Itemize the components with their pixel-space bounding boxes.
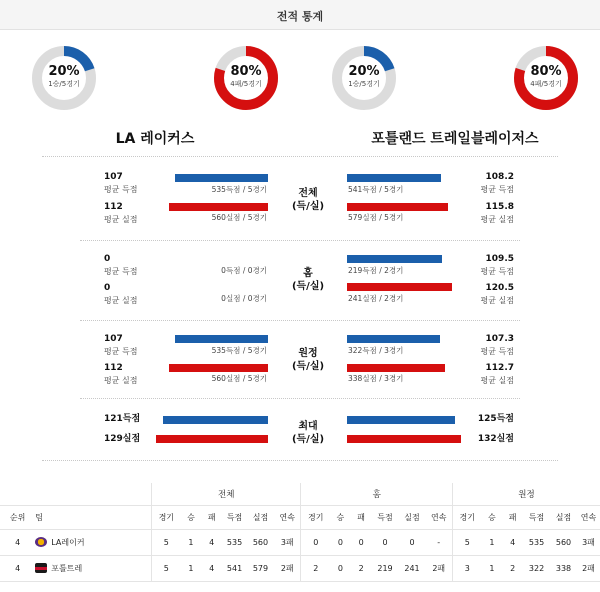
col-header: 승 (181, 505, 202, 529)
left-for-bar (175, 335, 268, 343)
rank-cell: 4 (0, 529, 35, 555)
left-for-label: 평균 득점 (104, 267, 138, 276)
table-cell: 541 (222, 555, 247, 581)
left-against-avg: 112 (104, 202, 123, 212)
category-sub: (득/실) (291, 201, 325, 212)
team-cell-name: LA레이커 (51, 537, 85, 547)
team-cell-name: 포틀트레 (51, 563, 83, 573)
divider (80, 398, 520, 399)
left-for-bar (175, 174, 268, 182)
table-cell: 2 (351, 555, 372, 581)
col-header: 실점 (399, 505, 426, 529)
table-cell: 241 (399, 555, 426, 581)
right-for-avg: 109.5 (485, 254, 514, 264)
table-cell: 4 (502, 529, 523, 555)
col-header: 실점 (550, 505, 577, 529)
col-header: 승 (330, 505, 351, 529)
col-header: 실점 (247, 505, 274, 529)
left-win-donut (31, 45, 97, 111)
donut-record: 4패/5경기 (530, 80, 562, 88)
right-against-total: 579실점 / 5경기 (348, 213, 404, 222)
blazers-logo-icon (35, 563, 47, 573)
donut-percent: 80% (230, 64, 262, 79)
lakers-logo-icon (35, 537, 47, 547)
table-cell: 338 (550, 555, 577, 581)
right-max-for-bar (347, 416, 455, 424)
left-against-bar (169, 364, 268, 372)
table-cell: 0 (399, 529, 426, 555)
table-cell: 0 (330, 555, 351, 581)
left-for-avg: 107 (104, 172, 123, 182)
left-max-against: 129실점 (104, 434, 141, 444)
right-against-total: 338실점 / 3경기 (348, 374, 404, 383)
col-header: 패 (201, 505, 222, 529)
category-sub: (득/실) (291, 434, 325, 445)
table-cell: 1 (181, 555, 202, 581)
standings-table (0, 483, 600, 582)
divider (42, 460, 558, 461)
table-cell: - (426, 529, 453, 555)
table-cell: 1 (482, 555, 503, 581)
group-home: 홈 (301, 483, 453, 505)
group-away: 원정 (452, 483, 600, 505)
table-cell: 579 (247, 555, 274, 581)
category-label: 홈 (303, 268, 313, 279)
left-against-label: 평균 실점 (104, 376, 138, 385)
team-cell[interactable] (35, 555, 151, 581)
col-header: 연속 (426, 505, 453, 529)
right-team-name: 포틀랜드 트레일블레이저스 (371, 131, 539, 147)
left-max-for: 121득점 (104, 414, 141, 424)
column-header-row (0, 505, 600, 529)
col-header: 순위 (0, 505, 35, 529)
table-row (0, 529, 600, 555)
right-against-avg: 120.5 (485, 283, 514, 293)
right-against-bar (347, 203, 448, 211)
donut-percent: 20% (348, 64, 380, 79)
left-for-label: 평균 득점 (104, 185, 138, 194)
right-for-bar (347, 255, 442, 263)
donut-percent: 80% (530, 64, 562, 79)
col-header: 승 (482, 505, 503, 529)
right-for-total: 322득점 / 3경기 (348, 346, 404, 355)
right-for-label: 평균 득점 (480, 347, 514, 356)
left-against-total: 560실점 / 5경기 (211, 213, 267, 222)
left-against-total: 0실점 / 0경기 (221, 294, 267, 303)
table-cell: 2패 (426, 555, 453, 581)
right-max-for: 125득점 (477, 414, 514, 424)
divider (80, 240, 520, 241)
category-label: 전체 (298, 188, 318, 199)
page-title: 전적 통계 (276, 10, 324, 23)
table-cell: 5 (452, 529, 481, 555)
table-cell: 0 (372, 529, 399, 555)
table-cell: 560 (247, 529, 274, 555)
left-max-for-bar (163, 416, 268, 424)
col-header: 경기 (152, 505, 181, 529)
group-header-row (0, 483, 600, 505)
col-header: 득점 (222, 505, 247, 529)
left-for-avg: 107 (104, 334, 123, 344)
right-max-against: 132실점 (477, 434, 514, 444)
left-for-total: 535득점 / 5경기 (211, 346, 267, 355)
right-loss-donut (513, 45, 579, 111)
left-against-total: 560실점 / 5경기 (211, 374, 267, 383)
left-against-avg: 0 (104, 283, 111, 293)
col-header: 팀 (35, 505, 151, 529)
table-cell: 2패 (274, 555, 301, 581)
donut-record: 1승/5경기 (48, 80, 80, 88)
table-row (0, 555, 600, 581)
right-max-against-bar (347, 435, 461, 443)
group-total: 전체 (152, 483, 301, 505)
left-for-total: 535득점 / 5경기 (211, 185, 267, 194)
category-label: 원정 (298, 348, 318, 359)
table-cell: 2 (502, 555, 523, 581)
table-cell: 4 (201, 529, 222, 555)
table-cell: 535 (222, 529, 247, 555)
table-cell: 3패 (274, 529, 301, 555)
col-header: 패 (502, 505, 523, 529)
right-for-avg: 107.3 (485, 334, 514, 344)
col-header: 경기 (301, 505, 330, 529)
left-against-bar (169, 203, 268, 211)
col-header: 득점 (523, 505, 550, 529)
right-for-avg: 108.2 (485, 172, 514, 182)
table-cell: 0 (351, 529, 372, 555)
left-for-avg: 0 (104, 254, 111, 264)
right-for-bar (347, 174, 441, 182)
right-against-label: 평균 실점 (480, 215, 514, 224)
table-cell: 3 (452, 555, 481, 581)
table-cell: 535 (523, 529, 550, 555)
right-against-bar (347, 283, 452, 291)
col-header: 경기 (452, 505, 481, 529)
left-against-label: 평균 실점 (104, 215, 138, 224)
table-cell: 2 (301, 555, 330, 581)
right-for-label: 평균 득점 (480, 185, 514, 194)
table-cell: 0 (301, 529, 330, 555)
team-cell[interactable] (35, 529, 151, 555)
category-sub: (득/실) (291, 281, 325, 292)
divider (42, 156, 558, 157)
category-label: 최대 (298, 421, 318, 432)
right-for-bar (347, 335, 440, 343)
right-for-total: 541득점 / 5경기 (348, 185, 404, 194)
col-header: 연속 (577, 505, 600, 529)
left-max-against-bar (156, 435, 268, 443)
table-cell: 560 (550, 529, 577, 555)
table-cell: 0 (330, 529, 351, 555)
col-header: 연속 (274, 505, 301, 529)
right-against-label: 평균 실점 (480, 376, 514, 385)
table-cell: 219 (372, 555, 399, 581)
rank-cell: 4 (0, 555, 35, 581)
table-cell: 5 (152, 529, 181, 555)
col-header: 득점 (372, 505, 399, 529)
left-loss-donut (213, 45, 279, 111)
donut-record: 1승/5경기 (348, 80, 380, 88)
left-against-label: 평균 실점 (104, 296, 138, 305)
right-win-donut (331, 45, 397, 111)
right-against-bar (347, 364, 445, 372)
right-against-label: 평균 실점 (480, 296, 514, 305)
divider (80, 320, 520, 321)
table-cell: 3패 (577, 529, 600, 555)
left-team-name: LA 레이커스 (115, 131, 195, 147)
left-for-label: 평균 득점 (104, 347, 138, 356)
table-cell: 4 (201, 555, 222, 581)
col-header: 패 (351, 505, 372, 529)
right-against-avg: 112.7 (485, 363, 514, 373)
right-for-total: 219득점 / 2경기 (348, 266, 404, 275)
table-cell: 1 (482, 529, 503, 555)
left-for-total: 0득점 / 0경기 (221, 266, 267, 275)
right-against-total: 241실점 / 2경기 (348, 294, 404, 303)
table-cell: 2패 (577, 555, 600, 581)
donut-percent: 20% (48, 64, 80, 79)
right-against-avg: 115.8 (485, 202, 514, 212)
table-cell: 322 (523, 555, 550, 581)
left-against-avg: 112 (104, 363, 123, 373)
right-for-label: 평균 득점 (480, 267, 514, 276)
table-cell: 1 (181, 529, 202, 555)
donut-record: 4패/5경기 (230, 80, 262, 88)
table-cell: 5 (152, 555, 181, 581)
category-sub: (득/실) (291, 361, 325, 372)
